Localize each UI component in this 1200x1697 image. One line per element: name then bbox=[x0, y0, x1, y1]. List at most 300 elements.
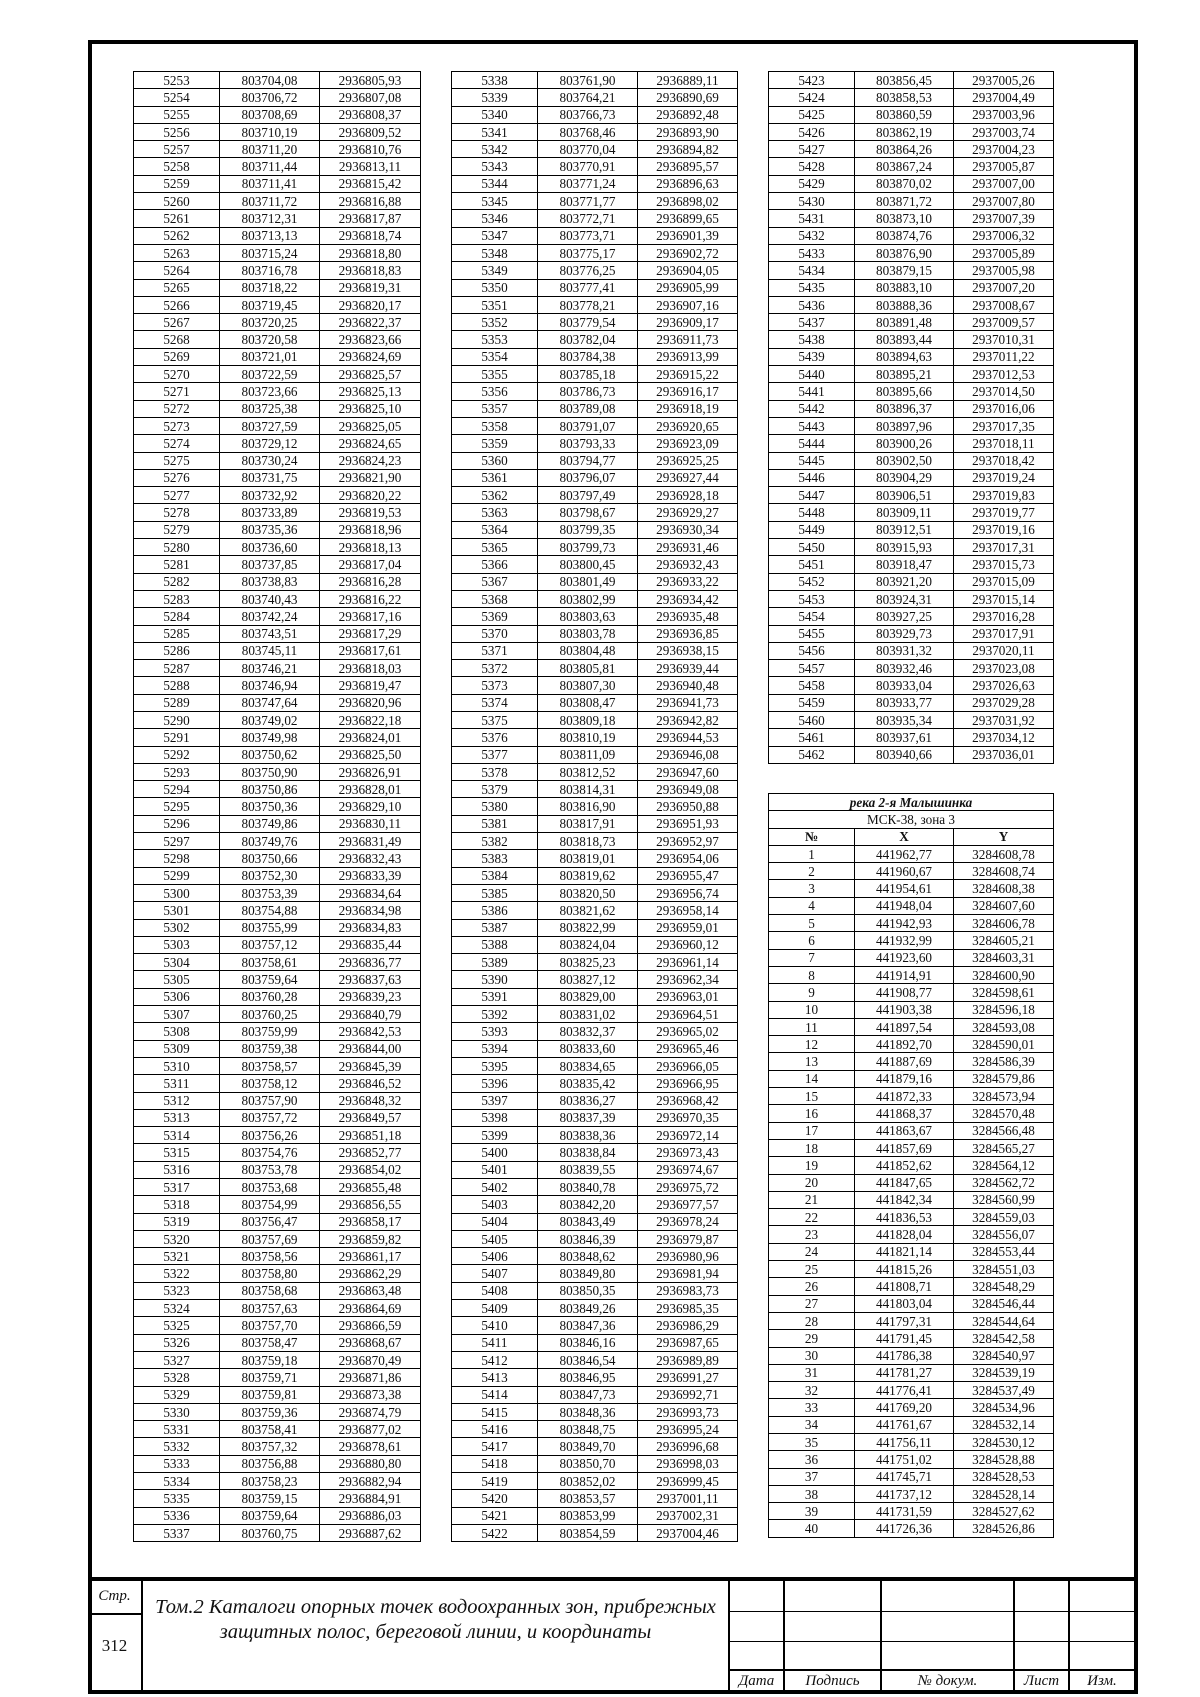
coord-y: 2937017,91 bbox=[954, 625, 1054, 642]
point-number: 5340 bbox=[452, 106, 538, 123]
table-row bbox=[769, 539, 1054, 556]
point-number: 5313 bbox=[134, 1109, 220, 1126]
coord-x: 441731,59 bbox=[855, 1503, 954, 1520]
coord-y: 2936989,89 bbox=[638, 1351, 738, 1368]
coord-x: 803819,62 bbox=[538, 867, 638, 884]
table-row bbox=[769, 1036, 1054, 1053]
coord-x: 803759,15 bbox=[220, 1490, 320, 1507]
coord-x: 803764,21 bbox=[538, 89, 638, 106]
coord-x: 803731,75 bbox=[220, 469, 320, 486]
table-row bbox=[452, 1248, 738, 1265]
point-number: 5275 bbox=[134, 452, 220, 469]
point-number: 5297 bbox=[134, 833, 220, 850]
table-row bbox=[769, 694, 1054, 711]
table-row bbox=[134, 400, 421, 417]
coord-x: 803760,28 bbox=[220, 988, 320, 1005]
coord-x: 803891,48 bbox=[855, 314, 954, 331]
table-row bbox=[134, 677, 421, 694]
table-row bbox=[769, 1243, 1054, 1260]
table-row bbox=[134, 262, 421, 279]
point-number: 5423 bbox=[769, 72, 855, 89]
table-row bbox=[769, 1053, 1054, 1070]
point-number: 5327 bbox=[134, 1351, 220, 1368]
table-row bbox=[452, 106, 738, 123]
coord-y: 2936878,61 bbox=[320, 1438, 421, 1455]
coord-y: 2937014,50 bbox=[954, 383, 1054, 400]
point-number: 5277 bbox=[134, 487, 220, 504]
coord-y: 2936817,29 bbox=[320, 625, 421, 642]
table-row bbox=[452, 1196, 738, 1213]
coord-x: 803758,47 bbox=[220, 1334, 320, 1351]
table-row bbox=[452, 556, 738, 573]
coord-x: 803729,12 bbox=[220, 435, 320, 452]
coord-y: 3284593,08 bbox=[954, 1018, 1054, 1035]
point-number: 5255 bbox=[134, 106, 220, 123]
coord-y: 2936902,72 bbox=[638, 244, 738, 261]
coord-y: 2936818,83 bbox=[320, 262, 421, 279]
coord-y: 2936938,15 bbox=[638, 642, 738, 659]
coord-y: 2936836,77 bbox=[320, 954, 421, 971]
coord-y: 2936840,79 bbox=[320, 1006, 421, 1023]
table-row bbox=[134, 417, 421, 434]
coord-y: 3284600,90 bbox=[954, 966, 1054, 983]
coord-x: 803871,72 bbox=[855, 193, 954, 210]
table-row bbox=[769, 746, 1054, 763]
table-row bbox=[769, 227, 1054, 244]
coord-y: 2937002,31 bbox=[638, 1507, 738, 1524]
table-row bbox=[134, 711, 421, 728]
table-row bbox=[452, 1490, 738, 1507]
table-row bbox=[452, 210, 738, 227]
table-row bbox=[134, 1144, 421, 1161]
table-row bbox=[452, 539, 738, 556]
point-number: 5427 bbox=[769, 141, 855, 158]
coord-x: 803759,71 bbox=[220, 1369, 320, 1386]
table-row bbox=[452, 469, 738, 486]
point-number: 5426 bbox=[769, 123, 855, 140]
coord-x: 441776,41 bbox=[855, 1382, 954, 1399]
coord-x: 803879,15 bbox=[855, 262, 954, 279]
table-row bbox=[134, 1109, 421, 1126]
table-row bbox=[769, 1226, 1054, 1243]
table-row bbox=[769, 915, 1054, 932]
point-number: 30 bbox=[769, 1347, 855, 1364]
coord-x: 803759,64 bbox=[220, 1507, 320, 1524]
coord-y: 2936940,48 bbox=[638, 677, 738, 694]
coord-y: 2936991,27 bbox=[638, 1369, 738, 1386]
coord-y: 2937015,73 bbox=[954, 556, 1054, 573]
coord-x: 803743,51 bbox=[220, 625, 320, 642]
coord-x: 441781,27 bbox=[855, 1364, 954, 1381]
table-row bbox=[134, 487, 421, 504]
coord-x: 803794,77 bbox=[538, 452, 638, 469]
point-number: 5364 bbox=[452, 521, 538, 538]
point-number: 5268 bbox=[134, 331, 220, 348]
coord-x: 803777,41 bbox=[538, 279, 638, 296]
point-number: 5390 bbox=[452, 971, 538, 988]
coord-y: 2936824,01 bbox=[320, 729, 421, 746]
point-number: 5317 bbox=[134, 1179, 220, 1196]
point-number: 5365 bbox=[452, 539, 538, 556]
coord-y: 2936825,57 bbox=[320, 366, 421, 383]
table-row bbox=[134, 781, 421, 798]
coord-y: 2936824,69 bbox=[320, 348, 421, 365]
point-number: 5353 bbox=[452, 331, 538, 348]
point-number: 5408 bbox=[452, 1282, 538, 1299]
coord-y: 3284579,86 bbox=[954, 1070, 1054, 1087]
coord-x: 441847,65 bbox=[855, 1174, 954, 1191]
coord-x: 803719,45 bbox=[220, 296, 320, 313]
point-number: 5301 bbox=[134, 902, 220, 919]
point-number: 5414 bbox=[452, 1386, 538, 1403]
coord-x: 803706,72 bbox=[220, 89, 320, 106]
table-row bbox=[134, 1023, 421, 1040]
coord-x: 803766,73 bbox=[538, 106, 638, 123]
point-number: 5299 bbox=[134, 867, 220, 884]
point-number: 5405 bbox=[452, 1230, 538, 1247]
point-number: 26 bbox=[769, 1278, 855, 1295]
coord-x: 803852,02 bbox=[538, 1473, 638, 1490]
point-number: 5261 bbox=[134, 210, 220, 227]
point-number: 3 bbox=[769, 880, 855, 897]
table-row bbox=[769, 1278, 1054, 1295]
point-number: 5284 bbox=[134, 608, 220, 625]
coordinate-system-row bbox=[769, 811, 1054, 828]
coord-x: 441828,04 bbox=[855, 1226, 954, 1243]
point-number: 5359 bbox=[452, 435, 538, 452]
coord-x: 803846,39 bbox=[538, 1230, 638, 1247]
coord-y: 3284527,62 bbox=[954, 1503, 1054, 1520]
table-row bbox=[452, 694, 738, 711]
coord-y: 2936970,35 bbox=[638, 1109, 738, 1126]
coord-y: 3284565,27 bbox=[954, 1139, 1054, 1156]
table-row bbox=[134, 469, 421, 486]
coord-x: 803727,59 bbox=[220, 417, 320, 434]
point-number: 5351 bbox=[452, 296, 538, 313]
point-number: 5434 bbox=[769, 262, 855, 279]
point-number: 5266 bbox=[134, 296, 220, 313]
coord-y: 2936928,18 bbox=[638, 487, 738, 504]
coord-x: 803745,11 bbox=[220, 642, 320, 659]
point-number: 23 bbox=[769, 1226, 855, 1243]
coord-x: 441897,54 bbox=[855, 1018, 954, 1035]
coord-x: 803758,23 bbox=[220, 1473, 320, 1490]
col-change: Изм. bbox=[1087, 1673, 1117, 1689]
coord-y: 3284551,03 bbox=[954, 1261, 1054, 1278]
table-row bbox=[134, 902, 421, 919]
table-row bbox=[452, 89, 738, 106]
coord-y: 2936837,63 bbox=[320, 971, 421, 988]
point-number: 5383 bbox=[452, 850, 538, 867]
coord-y: 2936835,44 bbox=[320, 936, 421, 953]
coord-x: 803772,71 bbox=[538, 210, 638, 227]
table-row bbox=[452, 1282, 738, 1299]
coord-x: 441803,04 bbox=[855, 1295, 954, 1312]
point-number: 9 bbox=[769, 984, 855, 1001]
coord-x: 803931,32 bbox=[855, 642, 954, 659]
point-number: 5400 bbox=[452, 1144, 538, 1161]
table-row bbox=[769, 348, 1054, 365]
point-number: 5422 bbox=[452, 1524, 538, 1541]
coord-x: 803849,26 bbox=[538, 1300, 638, 1317]
coord-y: 2937010,31 bbox=[954, 331, 1054, 348]
table-row bbox=[769, 1191, 1054, 1208]
coord-y: 2936959,01 bbox=[638, 919, 738, 936]
coord-y: 2936880,80 bbox=[320, 1455, 421, 1472]
coord-x: 803757,12 bbox=[220, 936, 320, 953]
coord-y: 2937036,01 bbox=[954, 746, 1054, 763]
coord-x: 803799,73 bbox=[538, 539, 638, 556]
point-number: 24 bbox=[769, 1243, 855, 1260]
point-number: 5430 bbox=[769, 193, 855, 210]
coord-x: 803814,31 bbox=[538, 781, 638, 798]
coord-y: 2936816,22 bbox=[320, 590, 421, 607]
point-number: 5378 bbox=[452, 763, 538, 780]
coord-y: 2936822,37 bbox=[320, 314, 421, 331]
coord-x: 803824,04 bbox=[538, 936, 638, 953]
coord-x: 803740,43 bbox=[220, 590, 320, 607]
river-coordinate-table bbox=[768, 793, 1054, 1538]
coord-x: 803897,96 bbox=[855, 417, 954, 434]
coord-x: 803754,76 bbox=[220, 1144, 320, 1161]
point-number: 5439 bbox=[769, 348, 855, 365]
col-header-number: № bbox=[769, 828, 855, 845]
table-row bbox=[134, 244, 421, 261]
coord-y: 2936868,67 bbox=[320, 1334, 421, 1351]
point-number: 13 bbox=[769, 1053, 855, 1070]
coord-y: 3284534,96 bbox=[954, 1399, 1054, 1416]
table-row bbox=[134, 625, 421, 642]
table-row bbox=[769, 711, 1054, 728]
table-row bbox=[769, 193, 1054, 210]
coord-x: 803900,26 bbox=[855, 435, 954, 452]
coord-x: 441857,69 bbox=[855, 1139, 954, 1156]
point-number: 5345 bbox=[452, 193, 538, 210]
table-row bbox=[769, 1261, 1054, 1278]
point-number: 5443 bbox=[769, 417, 855, 434]
coord-x: 803810,19 bbox=[538, 729, 638, 746]
point-number: 5407 bbox=[452, 1265, 538, 1282]
table-row bbox=[452, 884, 738, 901]
table-row bbox=[769, 1295, 1054, 1312]
point-number: 5321 bbox=[134, 1248, 220, 1265]
table-row bbox=[769, 880, 1054, 897]
point-number: 15 bbox=[769, 1088, 855, 1105]
coord-y: 2936932,43 bbox=[638, 556, 738, 573]
table-row bbox=[769, 331, 1054, 348]
table-row bbox=[452, 608, 738, 625]
coord-y: 2936858,17 bbox=[320, 1213, 421, 1230]
point-number: 5360 bbox=[452, 452, 538, 469]
coord-y: 2936886,03 bbox=[320, 1507, 421, 1524]
point-number: 5294 bbox=[134, 781, 220, 798]
coord-y: 2936955,47 bbox=[638, 867, 738, 884]
table-row bbox=[134, 1455, 421, 1472]
coord-y: 2937019,83 bbox=[954, 487, 1054, 504]
coord-x: 803804,48 bbox=[538, 642, 638, 659]
point-number: 5425 bbox=[769, 106, 855, 123]
table-row bbox=[134, 936, 421, 953]
coord-y: 2936898,02 bbox=[638, 193, 738, 210]
coord-x: 803708,69 bbox=[220, 106, 320, 123]
table-row bbox=[452, 1334, 738, 1351]
coord-x: 803940,66 bbox=[855, 746, 954, 763]
table-row bbox=[134, 556, 421, 573]
table-row bbox=[769, 158, 1054, 175]
coord-y: 2936987,65 bbox=[638, 1334, 738, 1351]
point-number: 28 bbox=[769, 1312, 855, 1329]
coord-x: 803754,99 bbox=[220, 1196, 320, 1213]
table-row bbox=[452, 487, 738, 504]
table-row bbox=[769, 452, 1054, 469]
point-number: 5331 bbox=[134, 1421, 220, 1438]
table-row bbox=[134, 884, 421, 901]
coord-x: 803850,35 bbox=[538, 1282, 638, 1299]
coord-y: 3284539,19 bbox=[954, 1364, 1054, 1381]
coord-x: 803770,91 bbox=[538, 158, 638, 175]
point-number: 5330 bbox=[134, 1403, 220, 1420]
table-row bbox=[769, 677, 1054, 694]
point-number: 5272 bbox=[134, 400, 220, 417]
point-number: 5283 bbox=[134, 590, 220, 607]
coord-x: 803712,31 bbox=[220, 210, 320, 227]
point-number: 5288 bbox=[134, 677, 220, 694]
point-number: 5395 bbox=[452, 1057, 538, 1074]
coord-x: 803836,27 bbox=[538, 1092, 638, 1109]
point-number: 5260 bbox=[134, 193, 220, 210]
coord-x: 441932,99 bbox=[855, 932, 954, 949]
document-title: Том.2 Каталоги опорных точек водоохранных зон, прибрежных защитных полос, береговой линии, и координаты bbox=[155, 1596, 716, 1643]
coord-x: 803736,60 bbox=[220, 539, 320, 556]
coord-y: 2936935,48 bbox=[638, 608, 738, 625]
coord-y: 2936817,04 bbox=[320, 556, 421, 573]
point-number: 5373 bbox=[452, 677, 538, 694]
coord-y: 2936975,72 bbox=[638, 1179, 738, 1196]
coord-x: 441756,11 bbox=[855, 1433, 954, 1450]
coord-x: 803846,54 bbox=[538, 1351, 638, 1368]
coord-x: 803759,18 bbox=[220, 1351, 320, 1368]
table-row bbox=[769, 1105, 1054, 1122]
coord-y: 2936905,99 bbox=[638, 279, 738, 296]
point-number: 1 bbox=[769, 845, 855, 862]
coord-x: 441868,37 bbox=[855, 1105, 954, 1122]
point-number: 5349 bbox=[452, 262, 538, 279]
coord-x: 441903,38 bbox=[855, 1001, 954, 1018]
coord-y: 2936933,22 bbox=[638, 573, 738, 590]
table-row bbox=[769, 573, 1054, 590]
table-row bbox=[769, 845, 1054, 862]
table-row bbox=[452, 850, 738, 867]
coord-x: 803822,99 bbox=[538, 919, 638, 936]
coord-y: 2937018,42 bbox=[954, 452, 1054, 469]
coord-x: 803759,64 bbox=[220, 971, 320, 988]
coord-y: 2936826,91 bbox=[320, 763, 421, 780]
table-row bbox=[769, 417, 1054, 434]
point-number: 5366 bbox=[452, 556, 538, 573]
point-number: 5369 bbox=[452, 608, 538, 625]
coord-y: 2936818,74 bbox=[320, 227, 421, 244]
coord-x: 803749,86 bbox=[220, 815, 320, 832]
coord-y: 2936845,39 bbox=[320, 1057, 421, 1074]
point-number: 5271 bbox=[134, 383, 220, 400]
point-number: 5432 bbox=[769, 227, 855, 244]
coord-x: 441745,71 bbox=[855, 1468, 954, 1485]
coord-x: 803849,80 bbox=[538, 1265, 638, 1282]
point-number: 5409 bbox=[452, 1300, 538, 1317]
coord-x: 441948,04 bbox=[855, 897, 954, 914]
point-number: 5254 bbox=[134, 89, 220, 106]
coord-x: 803756,88 bbox=[220, 1455, 320, 1472]
point-number: 5350 bbox=[452, 279, 538, 296]
coord-x: 803935,34 bbox=[855, 711, 954, 728]
point-number: 5278 bbox=[134, 504, 220, 521]
table-row bbox=[452, 1109, 738, 1126]
table-row bbox=[452, 729, 738, 746]
point-number: 5410 bbox=[452, 1317, 538, 1334]
point-number: 5300 bbox=[134, 884, 220, 901]
coord-y: 2936972,14 bbox=[638, 1127, 738, 1144]
table-row bbox=[769, 279, 1054, 296]
coord-x: 803895,21 bbox=[855, 366, 954, 383]
coord-x: 803758,57 bbox=[220, 1057, 320, 1074]
coord-x: 803779,54 bbox=[538, 314, 638, 331]
coord-y: 2936874,79 bbox=[320, 1403, 421, 1420]
coord-y: 2937005,87 bbox=[954, 158, 1054, 175]
table-row bbox=[452, 677, 738, 694]
point-number: 5396 bbox=[452, 1075, 538, 1092]
coord-x: 803753,78 bbox=[220, 1161, 320, 1178]
point-number: 5424 bbox=[769, 89, 855, 106]
table-row bbox=[134, 158, 421, 175]
table-row bbox=[769, 89, 1054, 106]
point-number: 5452 bbox=[769, 573, 855, 590]
table-row bbox=[452, 1075, 738, 1092]
table-row bbox=[134, 1248, 421, 1265]
table-row bbox=[452, 919, 738, 936]
coord-y: 2937018,11 bbox=[954, 435, 1054, 452]
point-number: 5323 bbox=[134, 1282, 220, 1299]
table-row bbox=[134, 1265, 421, 1282]
coord-y: 3284607,60 bbox=[954, 897, 1054, 914]
coord-y: 3284608,38 bbox=[954, 880, 1054, 897]
table-row bbox=[452, 1403, 738, 1420]
point-number: 5367 bbox=[452, 573, 538, 590]
coord-y: 2936852,77 bbox=[320, 1144, 421, 1161]
coord-x: 441836,53 bbox=[855, 1209, 954, 1226]
table-row bbox=[769, 123, 1054, 140]
point-number: 5279 bbox=[134, 521, 220, 538]
coord-y: 3284537,49 bbox=[954, 1382, 1054, 1399]
coord-x: 803831,02 bbox=[538, 1006, 638, 1023]
coord-x: 803803,78 bbox=[538, 625, 638, 642]
coord-x: 803802,99 bbox=[538, 590, 638, 607]
table-row bbox=[134, 123, 421, 140]
point-number: 2 bbox=[769, 863, 855, 880]
table-row bbox=[134, 919, 421, 936]
point-number: 5456 bbox=[769, 642, 855, 659]
point-number: 5388 bbox=[452, 936, 538, 953]
col-date: Дата bbox=[738, 1673, 775, 1689]
coord-x: 441942,93 bbox=[855, 915, 954, 932]
point-number: 10 bbox=[769, 1001, 855, 1018]
coord-y: 2936956,74 bbox=[638, 884, 738, 901]
coord-x: 803725,38 bbox=[220, 400, 320, 417]
point-number: 5309 bbox=[134, 1040, 220, 1057]
coord-x: 803811,09 bbox=[538, 746, 638, 763]
point-number: 5461 bbox=[769, 729, 855, 746]
table-row bbox=[452, 158, 738, 175]
table-row bbox=[452, 417, 738, 434]
